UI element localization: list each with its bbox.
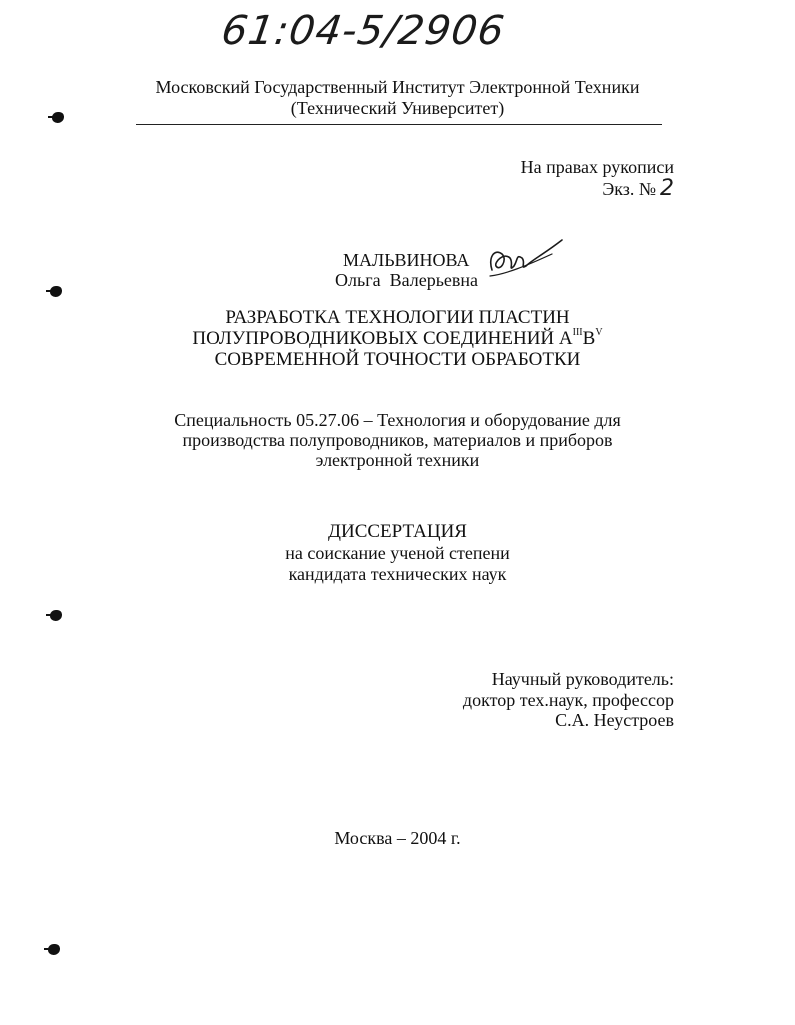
superscript-v: V (595, 327, 603, 338)
title-line-3: СОВРЕМЕННОЙ ТОЧНОСТИ ОБРАБОТКИ (214, 349, 581, 370)
degree-line-2: кандидата технических наук (288, 564, 507, 584)
place-year: Москва – 2004 г. (334, 828, 461, 848)
author-surname: МАЛЬВИНОВА (343, 250, 470, 270)
title-line-2 (0, 328, 795, 350)
specialty-line-2: производства полупроводников, материалов и приборов (182, 430, 613, 450)
archive-code: 61:04-5/2906 (218, 8, 508, 54)
binding-hole-mark (48, 944, 60, 955)
advisor-title: доктор тех.наук, профессор (462, 690, 674, 710)
author-name: Ольга Валерьевна (335, 270, 479, 290)
advisor-label: Научный руководитель: (491, 669, 674, 689)
header-divider (136, 124, 662, 125)
manuscript-note: На правах рукописи (520, 157, 674, 177)
advisor-name: С.А. Неустроев (555, 710, 674, 730)
institute-name: Московский Государственный Институт Электронной Техники (155, 77, 640, 97)
signature-mark (486, 236, 566, 284)
title-line-1: РАЗРАБОТКА ТЕХНОЛОГИИ ПЛАСТИН (225, 307, 570, 328)
copy-label: Экз. № (602, 179, 656, 199)
superscript-iii: III (572, 327, 583, 338)
document-type: ДИССЕРТАЦИЯ (328, 521, 467, 542)
specialty-line-3: электронной техники (315, 450, 480, 470)
title-line-2-text: ПОЛУПРОВОДНИКОВЫХ СОЕДИНЕНИЙ A (192, 328, 573, 349)
binding-hole-mark (50, 286, 62, 297)
degree-line-1: на соискание ученой степени (285, 543, 510, 563)
copy-number-line (602, 176, 674, 201)
binding-hole-mark (52, 112, 64, 123)
specialty-line-1: Специальность 05.27.06 – Технология и оборудование для (174, 410, 621, 430)
institute-subtitle: (Технический Университет) (290, 98, 505, 118)
binding-hole-mark (50, 610, 62, 621)
copy-number: 2 (660, 176, 674, 201)
title-line-2-b: B (582, 328, 596, 349)
